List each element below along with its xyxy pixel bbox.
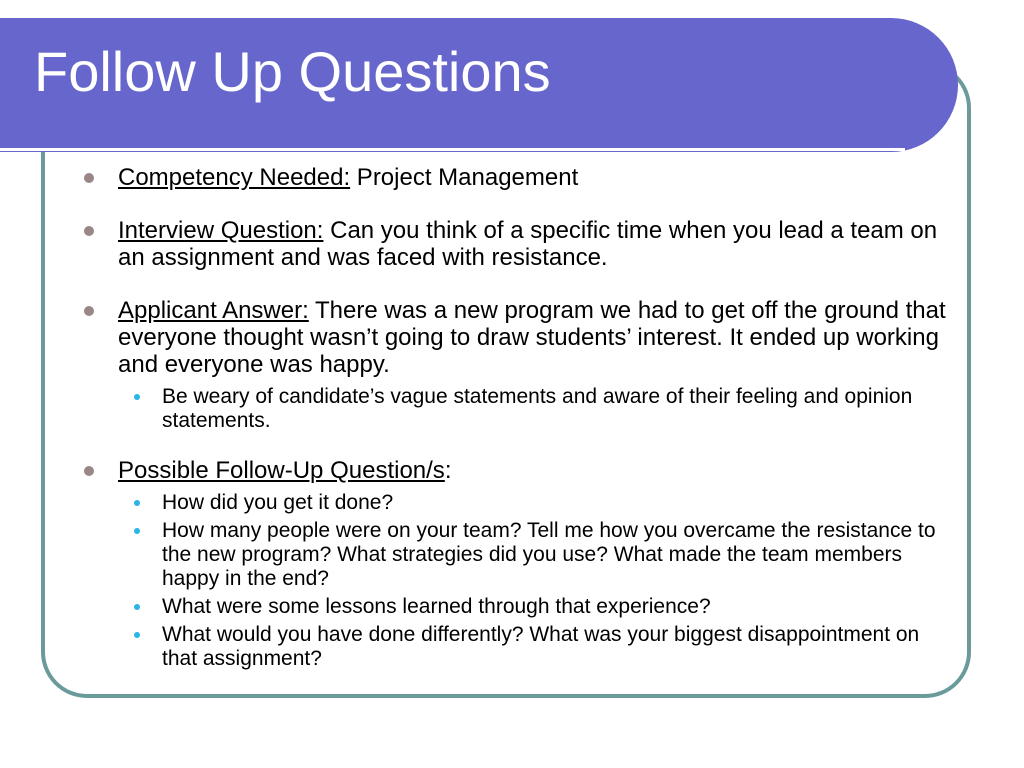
- slide-content: [84, 164, 954, 675]
- sub-bullet-item: [84, 595, 954, 619]
- sub-bullet-dot: [134, 604, 140, 610]
- bullet-label: Interview Question:: [118, 217, 324, 244]
- sub-bullet-text: How many people were on your team? Tell me how you overcame the resistance to the new program? What strategies did you use? What made the team members happy in the end?: [162, 519, 936, 590]
- bullet-text: Project Management: [350, 164, 579, 191]
- answer-subitems: [84, 385, 954, 433]
- sub-bullet-item: [84, 519, 954, 591]
- bullet-text: Can you think of a specific time when you lead a team on an assignment and was faced with resistance.: [118, 217, 938, 271]
- bullet-dot: [84, 306, 94, 316]
- followup-subitems: [84, 491, 954, 671]
- bullet-dot: [84, 226, 94, 236]
- bullet-text: :: [444, 457, 452, 484]
- sub-bullet-item: [84, 623, 954, 671]
- bullet-competency: [84, 164, 954, 191]
- bullet-followup-questions: [84, 457, 954, 484]
- bullet-applicant-answer: [84, 297, 954, 378]
- bullet-label: Possible Follow-Up Question/s: [118, 457, 445, 484]
- bullet-label: Competency Needed:: [118, 164, 351, 191]
- slide-title: Follow Up Questions: [34, 40, 551, 103]
- sub-bullet-text: Be weary of candidate’s vague statements and aware of their feeling and opinion statements.: [162, 385, 913, 432]
- sub-bullet-text: What were some lessons learned through that experience?: [162, 595, 711, 618]
- sub-bullet-text: What would you have done differently? What was your biggest disappointment on that assignment?: [162, 623, 920, 670]
- sub-bullet-text: How did you get it done?: [162, 491, 394, 514]
- sub-bullet-item: [84, 385, 954, 433]
- sub-bullet-dot: [134, 394, 140, 400]
- bullet-label: Applicant Answer:: [118, 297, 309, 324]
- sub-bullet-dot: [134, 528, 140, 534]
- bullet-interview-question: [84, 217, 954, 271]
- bullet-dot: [84, 466, 94, 476]
- sub-bullet-dot: [134, 632, 140, 638]
- bullet-dot: [84, 173, 94, 183]
- sub-bullet-item: [84, 491, 954, 515]
- title-underline: [0, 148, 905, 151]
- bullet-text: There was a new program we had to get off the ground that everyone thought wasn’t going to draw students’ interest. It ended up working and everyone was happy.: [118, 297, 946, 378]
- sub-bullet-dot: [134, 500, 140, 506]
